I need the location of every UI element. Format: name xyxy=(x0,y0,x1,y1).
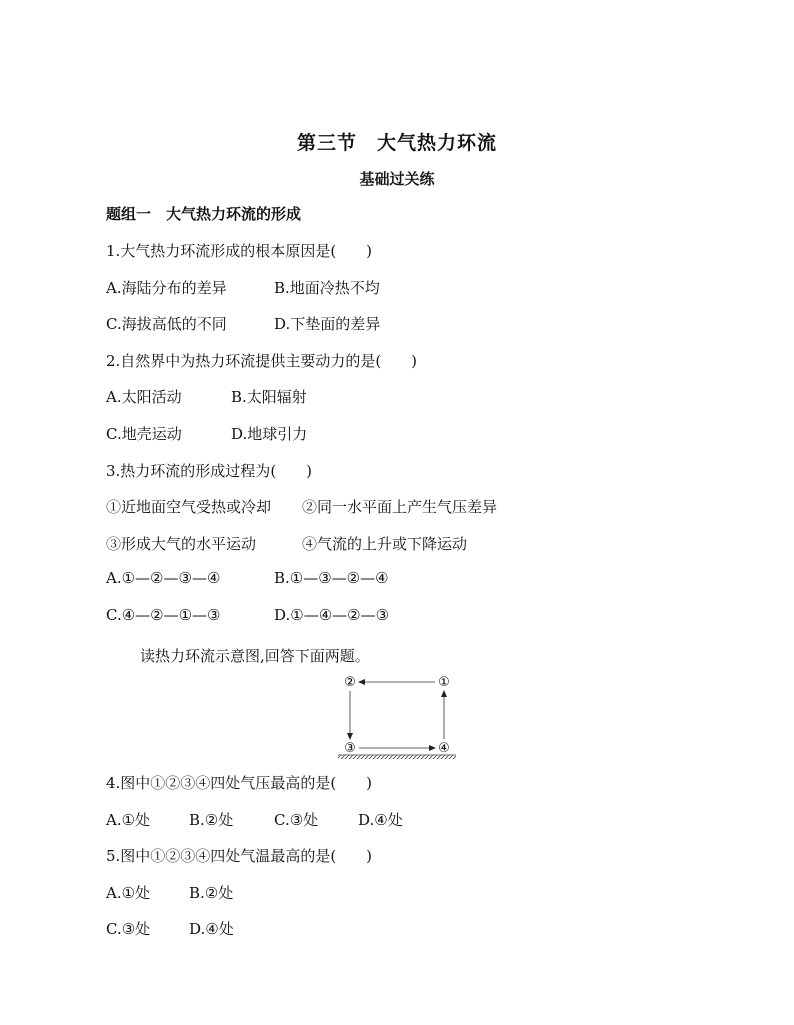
question-3-option-a: A.①—②—③—④ xyxy=(106,569,221,587)
question-5-option-d: D.④处 xyxy=(189,920,234,938)
question-3-stem: 3.热力环流的形成过程为( ) xyxy=(106,462,313,480)
question-2-option-c: C.地壳运动 xyxy=(106,425,182,443)
question-3-step-1: ①近地面空气受热或冷却 xyxy=(106,498,272,516)
question-4-option-b: B.②处 xyxy=(189,811,234,829)
question-3-step-2: ②同一水平面上产生气压差异 xyxy=(302,498,498,516)
question-4-stem: 4.图中①②③④四处气压最高的是( ) xyxy=(106,774,373,792)
question-1-option-d: D.下垫面的差异 xyxy=(274,315,381,333)
question-1-option-b: B.地面冷热不均 xyxy=(274,279,380,297)
question-4-option-a: A.①处 xyxy=(106,811,151,829)
question-5-option-c: C.③处 xyxy=(106,920,151,938)
question-2-stem: 2.自然界中为热力环流提供主要动力的是( ) xyxy=(106,352,418,370)
question-1-option-c: C.海拔高低的不同 xyxy=(106,315,227,333)
point-4-label: ④ xyxy=(438,741,450,756)
question-2-option-b: B.太阳辐射 xyxy=(231,388,307,406)
point-1-label: ① xyxy=(438,675,450,690)
thermal-circulation-diagram xyxy=(336,672,460,764)
point-3-label: ③ xyxy=(344,741,356,756)
question-5-option-b: B.②处 xyxy=(189,884,234,902)
question-1-option-a: A.海陆分布的差异 xyxy=(106,279,227,297)
section-subtitle: 基础过关练 xyxy=(359,170,435,188)
question-group-heading: 题组一 大气热力环流的形成 xyxy=(106,205,302,223)
question-3-step-4: ④气流的上升或下降运动 xyxy=(302,535,468,553)
question-3-option-d: D.①—④—②—③ xyxy=(274,606,390,624)
question-3-option-c: C.④—②—①—③ xyxy=(106,606,221,624)
question-3-option-b: B.①—③—②—④ xyxy=(274,569,389,587)
question-5-stem: 5.图中①②③④四处气温最高的是( ) xyxy=(106,847,373,865)
question-4-option-d: D.④处 xyxy=(358,811,403,829)
page-title: 第三节 大气热力环流 xyxy=(296,132,497,154)
question-2-option-d: D.地球引力 xyxy=(231,425,308,443)
question-5-option-a: A.①处 xyxy=(106,884,151,902)
question-3-step-3: ③形成大气的水平运动 xyxy=(106,535,257,553)
question-4-option-c: C.③处 xyxy=(274,811,319,829)
question-2-option-a: A.太阳活动 xyxy=(106,388,182,406)
diagram-intro: 读热力环流示意图,回答下面两题。 xyxy=(140,647,370,665)
question-1-stem: 1.大气热力环流形成的根本原因是( ) xyxy=(106,242,373,260)
point-2-label: ② xyxy=(344,675,356,690)
